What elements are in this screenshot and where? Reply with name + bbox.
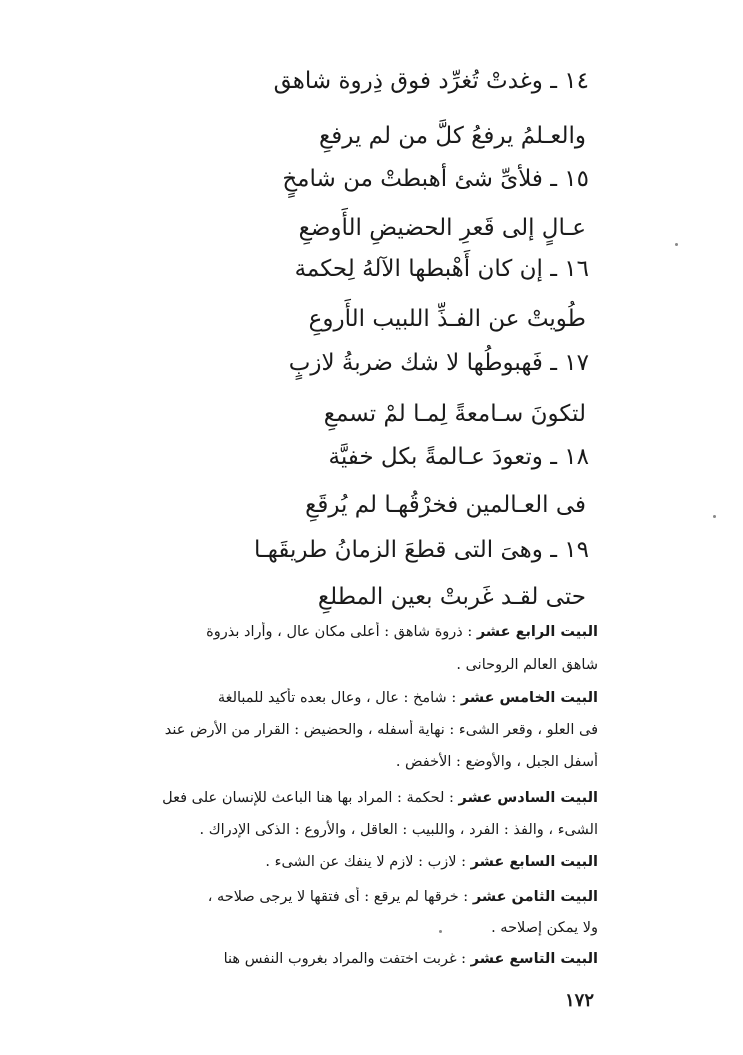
note-16-text: : لحكمة : المراد بها هنا الباعث للإنسان على فعل [162,790,454,806]
note-14-line-1 [112,622,598,642]
note-16-label: البيت السادس عشر [458,790,598,806]
note-15-text: : شامخ : عال ، وعال بعده تأكيد للمبالغة [217,690,457,706]
verse-17-second: لتكونَ سـامعةً لِمـا لمْ تسمعِ [323,401,586,427]
note-15-line-3: أسفل الجبل ، والأوضع : الأخفض . [395,754,598,770]
note-19-text: : غربت اختفت والمراد بغروب النفس هنا [223,951,467,967]
verse-18-first: ١٨ ـ وتعودَ عـالمةً بكل خفيَّة [328,444,589,470]
note-16-line-2: الشىء ، والفذ : الفرد ، واللبيب : العاقل ، والأروع : الذكى الإدراك . [199,822,598,838]
note-15-line-1 [112,688,598,708]
note-18-label: البيت الثامن عشر [472,889,598,905]
verse-14-second: والعـلمُ يرفعُ كلَّ من لم يرفعِ [319,123,586,149]
scan-speck [439,930,442,933]
note-14-label: البيت الرابع عشر [476,624,598,640]
note-15-line-2: فى العلو ، وقعر الشىء : نهاية أسفله ، والحضيض : القرار من الأرض عند [164,722,598,738]
note-17-line-1 [112,852,598,872]
note-18-text: : خرقها لم يرقع : أى فتقها لا يرجى صلاحه ، [207,889,469,905]
note-18-line-1 [112,887,598,907]
verse-16-first: ١٦ ـ إن كان أَهْبطها الآلهُ لِحكمة [294,256,589,282]
verse-16-second: طُويتْ عن الفـذِّ اللبيب الأَروعِ [308,306,586,332]
note-14-line-2: شاهق العالم الروحانى . [456,657,598,673]
verse-15-second: عـالٍ إلى قَعرِ الحضيضِ الأَوضعِ [298,215,586,241]
scan-speck [675,243,678,246]
note-14-text: : ذروة شاهق : أعلى مكان عال ، وأراد بذروة [206,624,473,640]
verse-15-first: ١٥ ـ فلأىِّ شئ أهبطتْ من شامخٍ [282,166,589,192]
note-19-line-1 [112,949,598,969]
note-17-label: البيت السابع عشر [470,854,598,870]
verse-18-second: فى العـالمين فخرْقُهـا لم يُرقَعِ [305,492,586,518]
scan-speck [713,515,716,518]
verse-19-second: حتى لقـد غَربتْ بعين المطلعِ [317,584,586,610]
note-18-line-2: ولا يمكن إصلاحه . [491,920,598,936]
verse-17-first: ١٧ ـ فَهبوطُها لا شك ضربةُ لازبٍ [288,350,589,376]
page-number: ١٧٢ [565,990,595,1011]
note-16-line-1 [112,788,598,808]
note-17-text: : لازب : لازم لا ينفك عن الشىء . [265,854,467,870]
note-19-label: البيت التاسع عشر [470,951,598,967]
verse-19-first: ١٩ ـ وهىَ التى قطعَ الزمانُ طريقَهـا [253,537,589,563]
verse-14-first: ١٤ ـ وغدتْ تُغرِّد فوق ذِروة شاهق [273,68,589,94]
note-15-label: البيت الخامس عشر [460,690,598,706]
